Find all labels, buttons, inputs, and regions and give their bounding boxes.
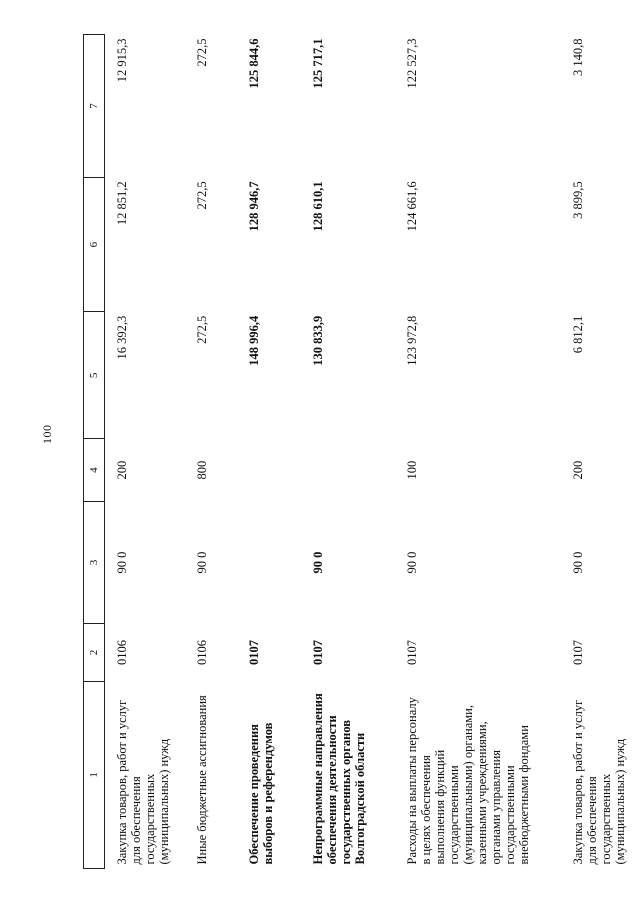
header-cell: 2 [84, 624, 105, 682]
row-name: Обеспечение проведения выборов и референдумов [247, 722, 275, 865]
amount-col7: 125 844,6 [247, 38, 261, 89]
amount-col6: 128 946,7 [247, 181, 261, 232]
expense-type-code: 200 [115, 460, 129, 480]
expense-type-code: 200 [571, 460, 585, 480]
header-cell: 6 [84, 177, 105, 311]
amount-col5: 130 833,9 [311, 315, 325, 366]
budget-table [83, 34, 640, 869]
table-row [185, 35, 237, 869]
amount-col5: 123 972,8 [405, 315, 419, 366]
row-name: Закупка товаров, работ и услуг для обеспечения государственных (муниципальных) нужд [115, 699, 171, 865]
amount-col7: 272,5 [195, 38, 209, 67]
program-code: 90 0 [405, 551, 419, 574]
header-cell: 1 [84, 681, 105, 868]
program-code: 90 0 [311, 551, 325, 574]
amount-col5: 6 812,1 [571, 315, 585, 354]
table-row [561, 35, 640, 869]
table-row [237, 35, 301, 869]
row-name: Иные бюджетные ассигнования [195, 695, 209, 865]
section-code: 0106 [115, 640, 129, 666]
program-code: 90 0 [115, 551, 129, 574]
budget-table-container [83, 34, 627, 869]
amount-col5: 272,5 [195, 315, 209, 344]
expense-type-code [237, 439, 301, 501]
header-cell: 7 [84, 35, 105, 178]
expense-type-code: 800 [195, 460, 209, 480]
amount-col7: 3 140,8 [571, 38, 585, 76]
header-cell: 3 [84, 501, 105, 623]
header-cell: 4 [84, 439, 105, 501]
amount-col7: 122 527,3 [405, 38, 419, 89]
table-header-row [84, 35, 105, 869]
amount-col6: 3 899,5 [571, 181, 585, 219]
table-row [105, 35, 186, 869]
amount-col6: 124 661,6 [405, 181, 419, 232]
amount-col5: 16 392,3 [115, 315, 129, 360]
page-number: 100 [40, 424, 54, 444]
amount-col5: 148 996,4 [247, 315, 261, 366]
expense-type-code: 100 [405, 460, 419, 480]
section-code: 0107 [247, 640, 261, 666]
amount-col7: 125 717,1 [311, 38, 325, 89]
row-name: Непрограммные направления обеспечения деятельности государственных органов Волгоградской области [311, 693, 367, 865]
section-code: 0107 [571, 640, 585, 666]
amount-col7: 12 915,3 [115, 38, 129, 83]
section-code: 0107 [311, 640, 325, 666]
header-cell: 5 [84, 312, 105, 439]
program-code [237, 501, 301, 623]
row-name: Закупка товаров, работ и услуг для обеспечения государственных (муниципальных) нужд [571, 699, 627, 865]
section-code: 0107 [405, 640, 419, 666]
amount-col6: 128 610,1 [311, 181, 325, 232]
amount-col6: 12 851,2 [115, 181, 129, 226]
table-row [301, 35, 395, 869]
expense-type-code [301, 439, 395, 501]
table-row [395, 35, 561, 869]
amount-col6: 272,5 [195, 181, 209, 210]
row-name: Расходы на выплаты персоналу в целях обеспечения выполнения функций государственными (муниципальными) органами, казенными учреждениями, органами управления государственными внебюджетными фондами [405, 697, 531, 865]
section-code: 0106 [195, 640, 209, 666]
program-code: 90 0 [571, 551, 585, 574]
program-code: 90 0 [195, 551, 209, 574]
